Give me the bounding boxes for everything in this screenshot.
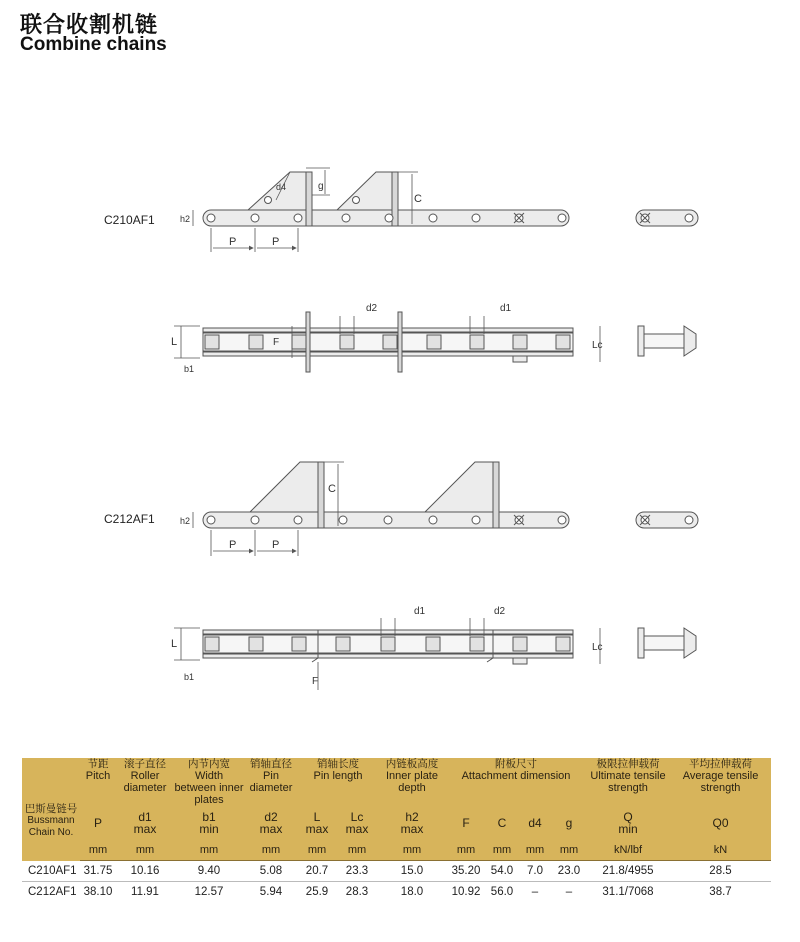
header-row-symbols: P d1 max b1 min d2 max L max Lc max h2 max F C d4 g Q min Q0 [22, 806, 771, 840]
col-pin-dia: 销轴直径 Pin diameter [249, 758, 293, 794]
col-pin-length: 销轴长度 Pin length [313, 758, 363, 782]
unit-d2: mm [244, 840, 298, 861]
col-roller: 滚子直径 Roller diameter [123, 758, 167, 794]
col-average: 平均拉伸载荷 Average tensile strength [682, 758, 759, 794]
dim-b1-2: b1 [184, 672, 195, 682]
dim-p-3: P [229, 539, 237, 551]
sym-l: L [313, 810, 321, 824]
c210af1-end-view [636, 210, 698, 226]
unit-b1: mm [174, 840, 244, 861]
cell: 7.0 [518, 861, 552, 882]
dim-l-1: L [171, 336, 178, 348]
unit-d4: mm [518, 840, 552, 861]
unit-q: kN/lbf [586, 840, 670, 861]
dim-d1-1: d1 [500, 303, 512, 314]
cell: 20.7 [298, 861, 336, 882]
page-title-cn: 联合收割机链 [20, 13, 159, 38]
sym-d1: d1 [138, 810, 152, 824]
dim-c-2: C [328, 483, 336, 495]
dim-d2-1: d2 [366, 303, 378, 314]
sym-d2: d2 [264, 810, 278, 824]
dim-d2-2: d2 [494, 606, 506, 617]
col-width: 内节内宽 Width between inner plates [174, 758, 244, 806]
unit-d1: mm [116, 840, 174, 861]
cell: 12.57 [174, 882, 244, 903]
sym-b1: b1 [202, 810, 216, 824]
unit-l: mm [298, 840, 336, 861]
unit-c: mm [486, 840, 518, 861]
cell: 56.0 [486, 882, 518, 903]
cell: 21.8/4955 [586, 861, 670, 882]
dim-f-1: F [273, 337, 280, 348]
cell: 54.0 [486, 861, 518, 882]
cell: 11.91 [116, 882, 174, 903]
c212af1-top-view [203, 630, 573, 664]
dim-f-2: F [312, 676, 319, 687]
dim-p-1: P [229, 236, 237, 248]
dim-b1-1: b1 [184, 364, 195, 374]
unit-g: mm [552, 840, 586, 861]
unit-p: mm [80, 840, 116, 861]
dim-h2-2: h2 [180, 516, 191, 526]
dim-l-2: L [171, 638, 178, 650]
cell: 9.40 [174, 861, 244, 882]
unit-f: mm [446, 840, 486, 861]
sym-p: P [93, 816, 102, 830]
col-chain-no: 巴斯曼链号 Bussmann Chain No. [24, 803, 78, 839]
col-pitch: 节距 Pitch [85, 758, 111, 782]
cell-chain-no: C212AF1 [22, 882, 80, 903]
cell: 28.3 [336, 882, 378, 903]
cell: 18.0 [378, 882, 446, 903]
cell: 10.16 [116, 861, 174, 882]
table-row [22, 882, 771, 903]
sym-q0: Q0 [712, 816, 729, 830]
cell: 35.20 [446, 861, 486, 882]
header-row-names [22, 758, 771, 806]
dim-p-2: P [272, 236, 280, 248]
cell: 23.3 [336, 861, 378, 882]
col-attachment: 附板尺寸 Attachment dimension [461, 758, 571, 782]
unit-h2: mm [378, 840, 446, 861]
sym-lc: Lc [350, 810, 364, 824]
dim-lc-2: Lc [592, 642, 603, 653]
page-title-en: Combine chains [20, 34, 167, 55]
cell: 5.94 [244, 882, 298, 903]
unit-q0: kN [670, 840, 771, 861]
header-row-units [22, 840, 771, 861]
cell: – [552, 882, 586, 903]
dim-g: g [318, 181, 324, 192]
cell: 23.0 [552, 861, 586, 882]
c210af1-side-view [203, 172, 569, 226]
cell-chain-no: C210AF1 [22, 861, 80, 882]
c210af1-end-top-view [638, 326, 696, 356]
col-plate-depth: 内链板高度 Inner plate depth [385, 758, 439, 794]
cell: – [518, 882, 552, 903]
dim-d1-2: d1 [414, 606, 426, 617]
cell: 31.1/7068 [586, 882, 670, 903]
c212af1-side-view [203, 462, 569, 528]
sym-g: g [565, 816, 573, 830]
dim-d4: d4 [276, 182, 287, 192]
sym-c: C [497, 816, 507, 830]
c210af1-top-view [203, 312, 573, 372]
table-row [22, 861, 771, 882]
sym-f: F [462, 816, 470, 830]
cell: 25.9 [298, 882, 336, 903]
cell: 38.10 [80, 882, 116, 903]
spec-table [22, 758, 771, 902]
model-label-c210af1: C210AF1 [104, 213, 155, 227]
model-label-c212af1: C212AF1 [104, 512, 155, 526]
cell: 15.0 [378, 861, 446, 882]
cell: 31.75 [80, 861, 116, 882]
dim-h2-1: h2 [180, 214, 191, 224]
dim-lc-1: Lc [592, 340, 603, 351]
unit-lc: mm [336, 840, 378, 861]
c212af1-end-view [636, 512, 698, 528]
sym-q: Q [623, 810, 633, 824]
sym-d4: d4 [528, 816, 542, 830]
cell: 38.7 [670, 882, 771, 903]
c212af1-end-top-view [638, 628, 696, 658]
dim-p-4: P [272, 539, 280, 551]
col-ultimate: 极限拉伸载荷 Ultimate tensile strength [590, 758, 666, 794]
cell: 28.5 [670, 861, 771, 882]
cell: 5.08 [244, 861, 298, 882]
spec-table-wrap [22, 758, 771, 902]
sym-h2: h2 [405, 810, 419, 824]
cell: 10.92 [446, 882, 486, 903]
dim-c-1: C [414, 193, 422, 205]
